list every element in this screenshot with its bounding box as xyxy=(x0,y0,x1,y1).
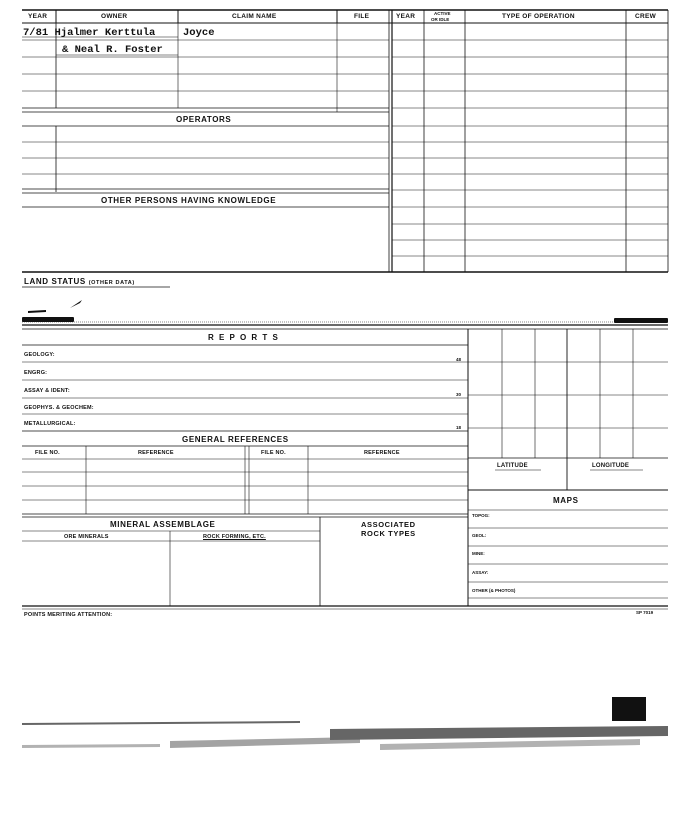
land-status-label: LAND STATUS xyxy=(24,277,86,286)
header-active-label: ACTIVE xyxy=(434,11,451,16)
header-year-2: YEAR xyxy=(396,13,416,20)
report-label-metallurgical: METALLURGICAL: xyxy=(24,421,76,427)
rock-types-label: ROCK TYPES xyxy=(361,529,416,538)
associated-label: ASSOCIATED xyxy=(361,520,416,529)
report-label-geophys: GEOPHYS. & GEOCHEM: xyxy=(24,405,94,411)
col-file-no-2: FILE NO. xyxy=(261,450,286,456)
owner-entry-line-2: & Neal R. Foster xyxy=(62,44,163,56)
land-status-heading xyxy=(24,277,135,286)
general-references-heading: GENERAL REFERENCES xyxy=(182,435,289,444)
report-label-geology: GEOLOGY: xyxy=(24,352,55,358)
col-file-no-1: FILE NO. xyxy=(35,450,60,456)
header-year: YEAR xyxy=(28,13,48,20)
report-num-metallurgical: 18 xyxy=(456,425,462,430)
report-label-engrg: ENGRG: xyxy=(24,370,48,376)
header-file: FILE xyxy=(354,13,370,20)
claim-name-entry: Joyce xyxy=(183,27,215,39)
maps-item-topog: TOPOG: xyxy=(472,513,490,518)
col-rock-forming: ROCK FORMING, ETC. xyxy=(203,534,266,540)
header-owner: OWNER xyxy=(101,13,128,20)
other-persons-heading: OTHER PERSONS HAVING KNOWLEDGE xyxy=(101,196,277,205)
operators-heading: OPERATORS xyxy=(176,115,232,124)
longitude-label: LONGITUDE xyxy=(592,463,630,469)
reports-heading: R E P O R T S xyxy=(208,333,280,342)
owner-entry-line-1: 7/81 Hjalmer Kerttula xyxy=(23,27,156,39)
land-status-sublabel: (OTHER DATA) xyxy=(88,280,135,286)
maps-item-assay: ASSAY: xyxy=(472,570,489,575)
header-claim-name: CLAIM NAME xyxy=(232,13,277,20)
col-ore-minerals: ORE MINERALS xyxy=(64,534,109,540)
mineral-assemblage-heading: MINERAL ASSEMBLAGE xyxy=(110,520,216,529)
col-reference-1: REFERENCE xyxy=(138,450,174,456)
form-number: SP 7019 xyxy=(636,610,654,615)
points-meriting-attention: POINTS MERITING ATTENTION: xyxy=(24,612,113,618)
maps-heading: MAPS xyxy=(553,496,579,505)
header-or-idle-label: OR IDLE xyxy=(431,17,450,22)
maps-item-geol: GEOL: xyxy=(472,533,487,538)
col-reference-2: REFERENCE xyxy=(364,450,400,456)
report-num-assay: 30 xyxy=(456,392,462,397)
latitude-label: LATITUDE xyxy=(497,463,528,469)
maps-item-mine: MINE: xyxy=(472,551,485,556)
report-label-assay: ASSAY & IDENT: xyxy=(24,388,70,394)
maps-item-other: OTHER (& PHOTOS) xyxy=(472,588,516,593)
report-num-geology: 48 xyxy=(456,357,462,362)
header-crew: CREW xyxy=(635,13,657,20)
header-type-of-operation: TYPE OF OPERATION xyxy=(502,13,575,20)
